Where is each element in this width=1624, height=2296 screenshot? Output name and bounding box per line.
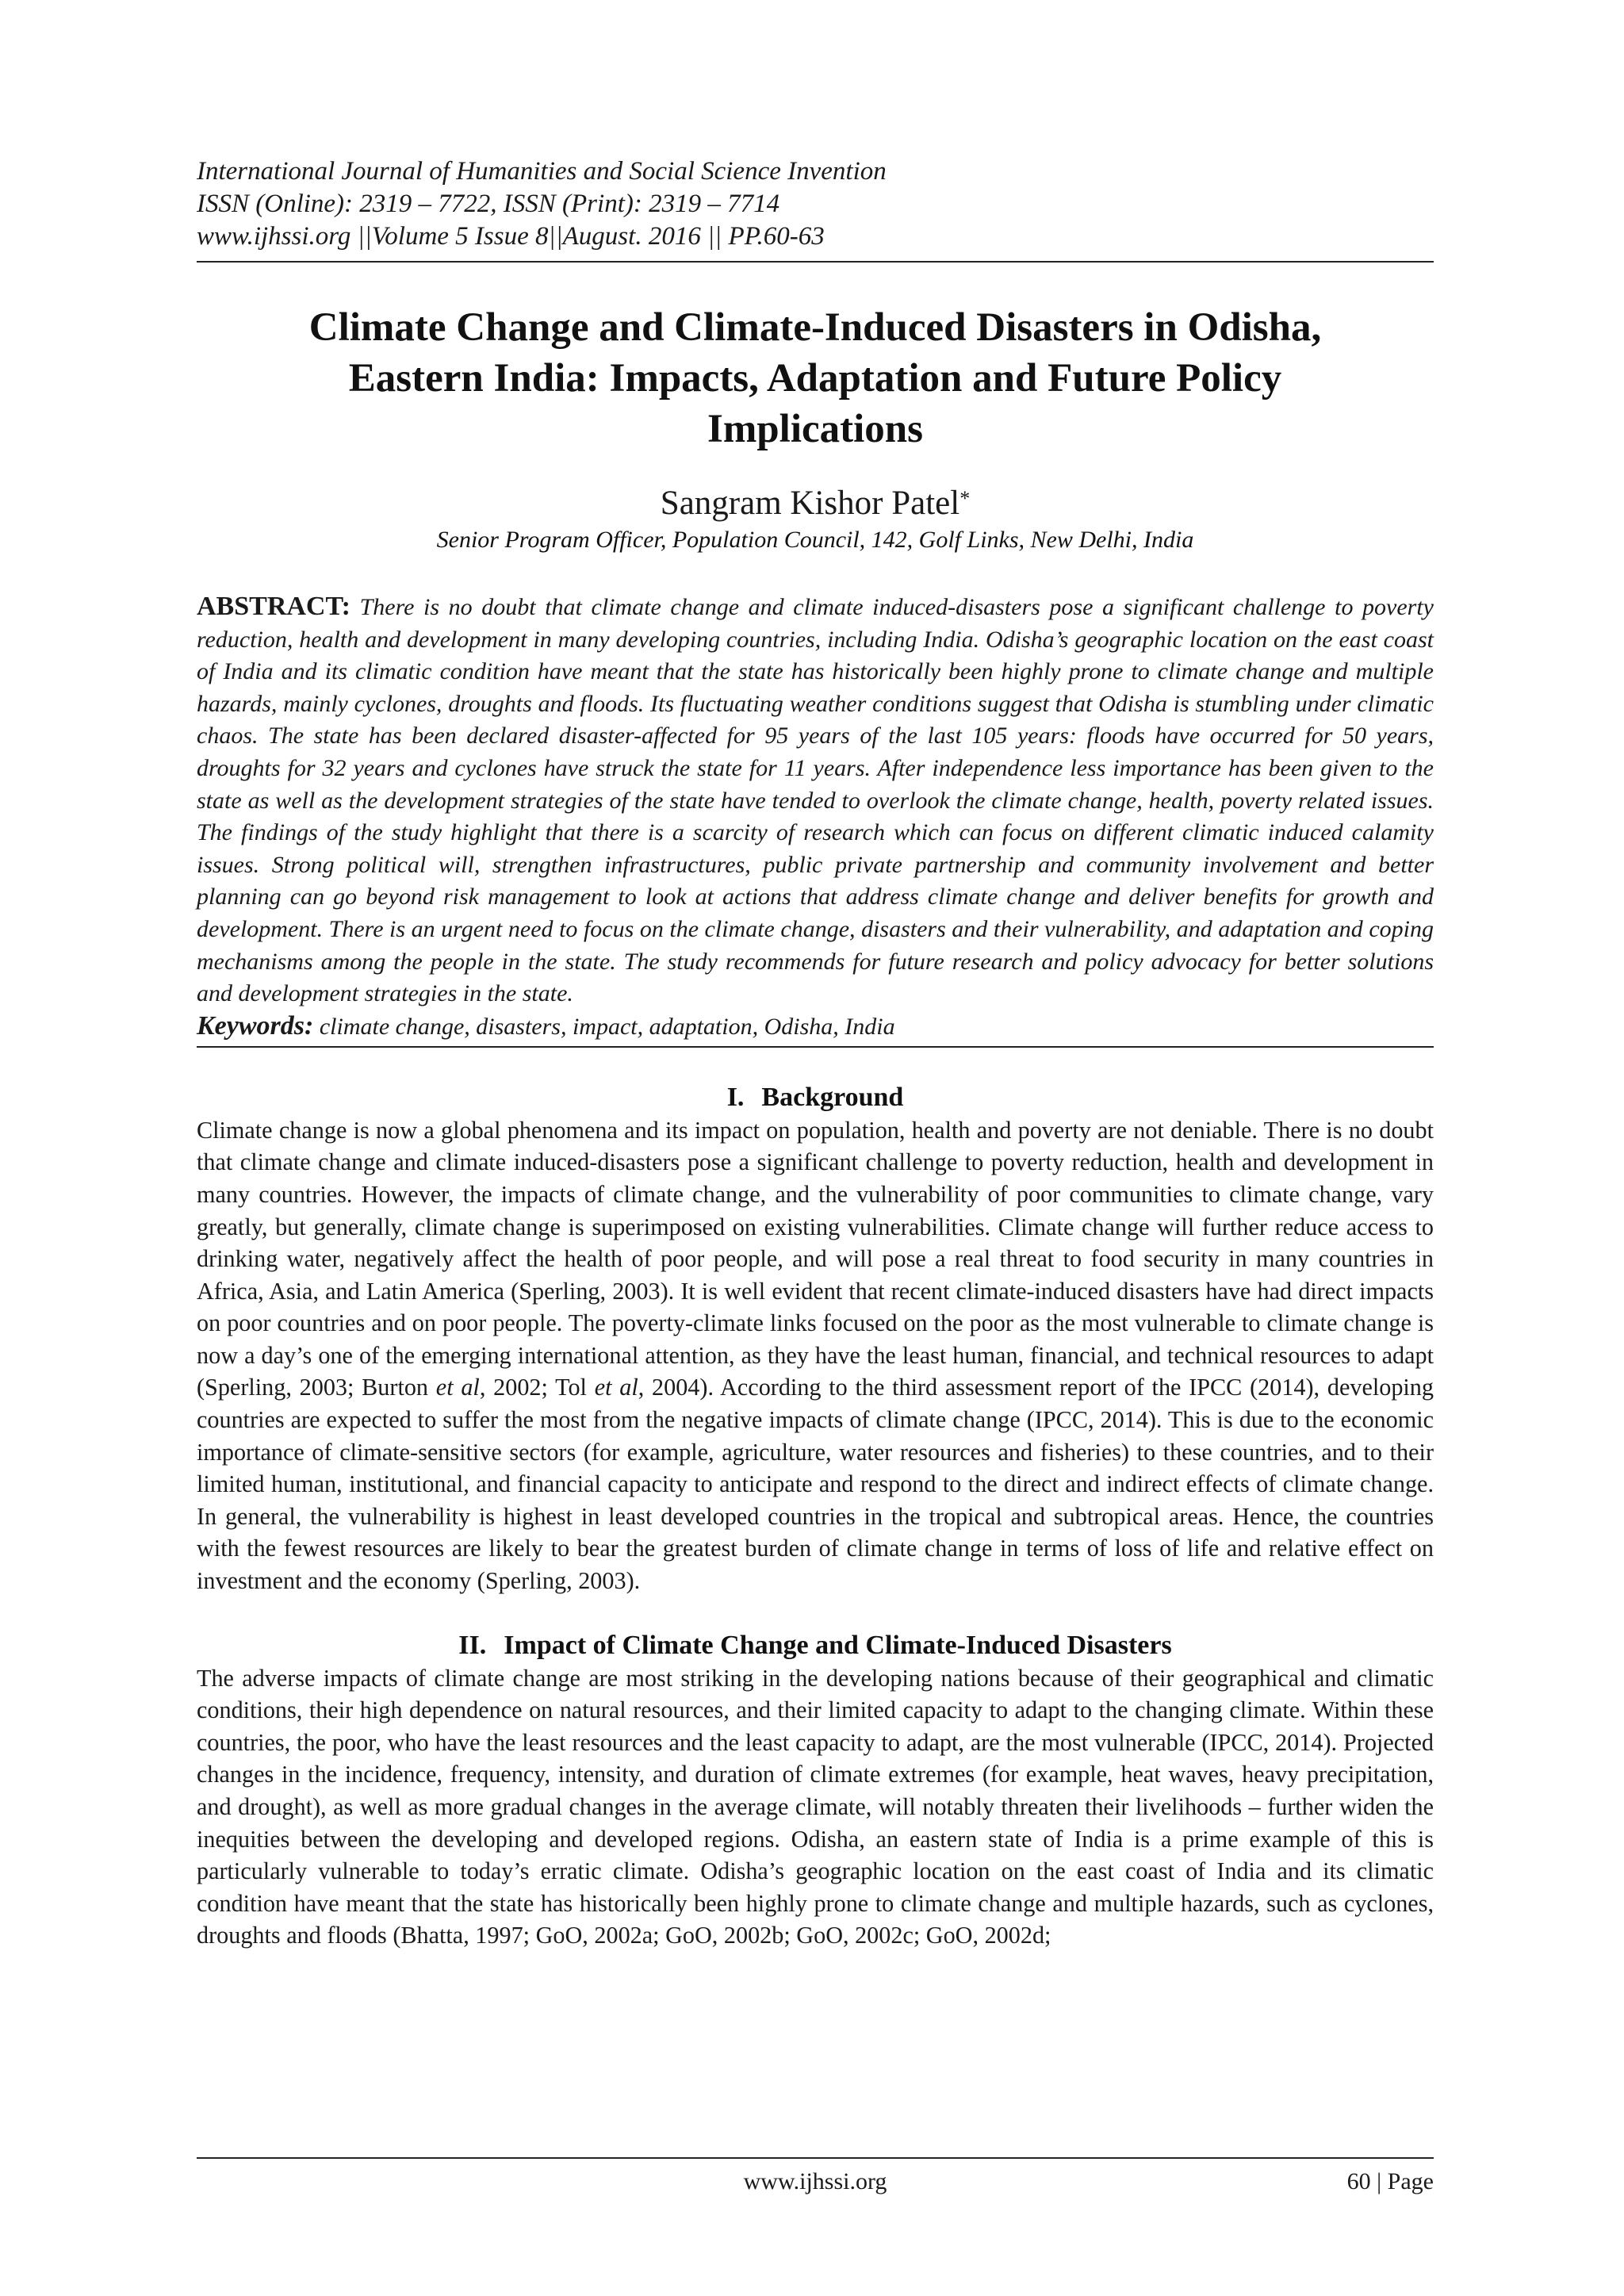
keywords-label: Keywords: bbox=[197, 1010, 314, 1041]
header-divider bbox=[197, 261, 1434, 263]
abstract bbox=[197, 591, 1434, 1010]
author-line bbox=[197, 483, 1434, 524]
paragraph-italic: et al bbox=[435, 1374, 480, 1401]
section-paragraph-impact: The adverse impacts of climate change are most striking in the developing nations because of their geographical and climatic conditions, their high dependence on natural resources, and their limited capacity to adapt to the changing climate. Within these countries, the poor, who have the least resources and the least capacity to adapt, are the most vulnerable (IPCC, 2014). Projected changes in the incidence, frequency, intensity, and duration of climate extremes (for example, heat waves, heavy precipitation, and drought), as well as more gradual changes in the average climate, will notably threaten their livelihoods – further widen the inequities between the developing and developed regions. Odisha, an eastern state of India is a prime example of this is particularly vulnerable to today’s erratic climate. Odisha’s geographic location on the east coast of India and its climatic condition have meant that the state has historically been highly prone to climate change and multiple hazards, such as cyclones, droughts and floods (Bhatta, 1997; GoO, 2002a; GoO, 2002b; GoO, 2002c; GoO, 2002d; bbox=[197, 1664, 1434, 1949]
abstract-text: There is no doubt that climate change and climate induced-disasters pose a significant challenge to poverty reduction, health and development in many developing countries, including India. Odisha’s geographic location on the east coast of India and its climatic condition have meant that the state has historically been highly prone to climate change and multiple hazards, mainly cyclones, droughts and floods. Its fluctuating weather conditions suggest that Odisha is stumbling under climatic chaos. The state has been declared disaster-affected for 95 years of the last 105 years: floods have occurred for 50 years, droughts for 32 years and cyclones have struck the state for 11 years. After independence less importance has been given to the state as well as the development strategies of the state have tended to overlook the climate change, health, poverty related issues. The findings of the study highlight that there is a scarcity of research which can focus on different climatic induced calamity issues. Strong political will, strengthen infrastructures, public private partnership and community involvement and better planning can go beyond risk management to look at actions that address climate change and deliver benefits for growth and development. There is an urgent need to focus on the climate change, disasters and their vulnerability, and adaptation and coping mechanisms among the people in the state. The study recommends for future research and policy advocacy for better solutions and development strategies in the state. bbox=[197, 594, 1434, 1007]
footer-website: www.ijhssi.org bbox=[743, 2168, 887, 2194]
section-number: I. bbox=[726, 1082, 745, 1112]
paragraph-italic: et al bbox=[594, 1374, 638, 1401]
paragraph-text: Climate change is now a global phenomena and its impact on population, health and poverty are not deniable. There is no doubt that climate change and climate induced-disasters pose a significant challenge to poverty reduction, health and development in many countries. However, the impacts of climate change, and the vulnerability of poor communities to climate change, vary greatly, but generally, climate change is superimposed on existing vulnerabilities. Climate change will further reduce access to drinking water, negatively affect the health of poor people, and will pose a real threat to food security in many countries in Africa, Asia, and Latin America (Sperling, 2003). It is well evident that recent climate-induced disasters have had direct impacts on poor countries and on poor people. The poverty-climate links focused on the poor as the most vulnerable to climate change is now a day’s one of the emerging international attention, as they have the least human, financial, and technical resources to adapt (Sperling, 2003; Burton bbox=[197, 1116, 1434, 1401]
journal-volume: www.ijhssi.org ||Volume 5 Issue 8||August. 2016 || PP.60-63 bbox=[197, 222, 825, 251]
journal-name: International Journal of Humanities and Social Science Invention bbox=[197, 157, 887, 186]
paper-page bbox=[197, 155, 1434, 2233]
author-affiliation: Senior Program Officer, Population Council, 142, Golf Links, New Delhi, India bbox=[436, 527, 1194, 553]
section-heading-impact bbox=[197, 1629, 1434, 1662]
paragraph-text: , 2004). According to the third assessment report of the IPCC (2014), developing countries are expected to suffer the most from the negative impacts of climate change (IPCC, 2014). This is due to the economic importance of climate-sensitive sectors (for example, agriculture, water resources and fisheries) to these countries, and to their limited human, institutional, and financial capacity to anticipate and respond to the direct and indirect effects of climate change. In general, the vulnerability is highest in least developed countries in the tropical and subtropical areas. Hence, the countries with the fewest resources are likely to bear the greatest burden of climate change in terms of loss of life and relative effect on investment and the economy (Sperling, 2003). bbox=[197, 1374, 1434, 1595]
author-marker: * bbox=[959, 487, 971, 510]
journal-issn: ISSN (Online): 2319 – 7722, ISSN (Print): 2319 – 7714 bbox=[197, 190, 780, 218]
section-title: Background bbox=[761, 1082, 904, 1112]
keywords-divider bbox=[197, 1046, 1434, 1048]
page-footer bbox=[197, 2157, 1434, 2203]
footer-row bbox=[197, 2168, 1434, 2203]
footer-page-number: 60 | Page bbox=[1346, 2168, 1434, 2194]
author-name: Sangram Kishor Patel bbox=[660, 485, 960, 522]
keywords-text: climate change, disasters, impact, adaptation, Odisha, India bbox=[319, 1013, 895, 1040]
paper-title: Climate Change and Climate-Induced Disasters in Odisha, Eastern India: Impacts, Adaptation and Future Policy Implications bbox=[308, 305, 1322, 451]
section-heading-background bbox=[197, 1081, 1434, 1114]
paragraph-text: , 2002; Tol bbox=[479, 1374, 595, 1401]
keywords bbox=[197, 1010, 1434, 1043]
section-title: Impact of Climate Change and Climate-Induced Disasters bbox=[504, 1630, 1172, 1660]
section-number: II. bbox=[458, 1630, 487, 1660]
journal-header bbox=[197, 155, 1434, 253]
section-paragraph-background bbox=[197, 1114, 1434, 1597]
abstract-label: ABSTRACT: bbox=[197, 592, 350, 621]
footer-divider bbox=[197, 2157, 1434, 2159]
